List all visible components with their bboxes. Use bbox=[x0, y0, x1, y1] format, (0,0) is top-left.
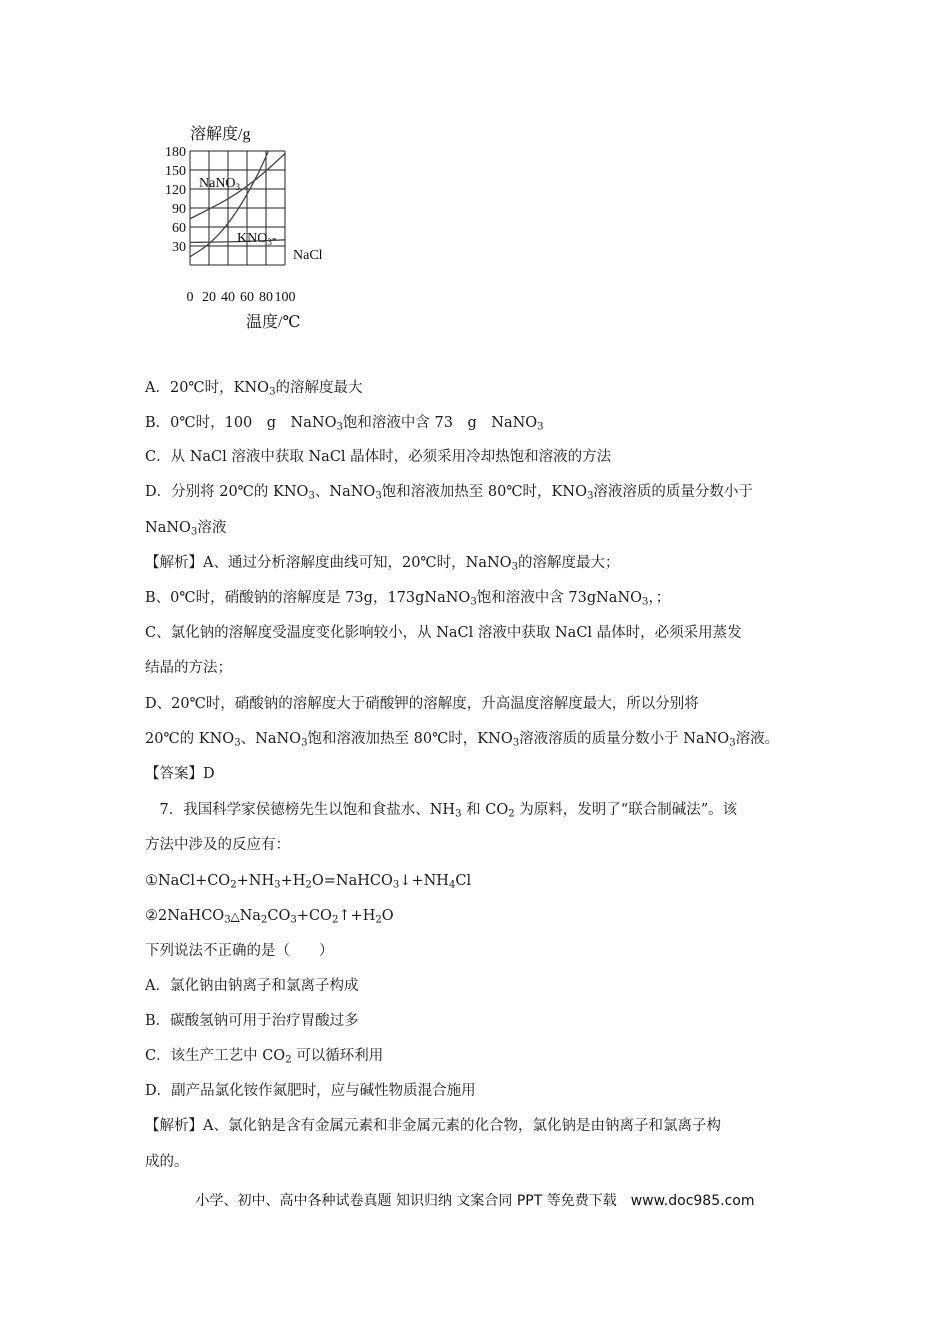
question-7-stem: 下列说法不正确的是（ ） bbox=[145, 943, 334, 959]
solubility-chart-svg bbox=[150, 115, 350, 335]
q7-option-b: B．碳酸氢钠可用于治疗胃酸过多 bbox=[145, 1013, 359, 1029]
question-7: 7．我国科学家侯德榜先生以饱和食盐水、$NH_3$ 和 $CO_2$ 为原料，发明了“联合制碱法”。该 bbox=[145, 802, 738, 820]
chart-ticks bbox=[165, 145, 296, 305]
x-tick-label: 0 bbox=[186, 290, 194, 305]
option-d: D．分别将 20℃的 $KNO_3$、NaNO$_3$饱和溶液加热至 80℃时，$KNO_3$溶液溶质的质量分数小于 bbox=[145, 484, 753, 502]
reaction-1: $①NaCl+CO_2+NH_3+H_2O=NaHCO_3↓+NH_4Cl$ bbox=[145, 873, 472, 891]
x-axis-label: 温度/℃ bbox=[246, 314, 301, 331]
y-tick-label: 60 bbox=[172, 221, 186, 236]
page-footer: 小学、初中、高中各种试卷真题 知识归纳 文案合同 PPT 等免费下载 www.doc985.com bbox=[195, 1193, 755, 1209]
series-label-kno3: $KNO_3-$ bbox=[237, 231, 277, 247]
q7-option-d: D．副产品氯化铵作氮肥时，应与碱性物质混合施用 bbox=[145, 1083, 476, 1099]
y-tick-label: 30 bbox=[172, 240, 186, 255]
reaction-2: $②2NaHCO_3\triangle Na_2CO_3+CO_2↑+H_2O$ bbox=[145, 908, 394, 926]
series-label-nano3: NaNO$_3$ bbox=[199, 176, 241, 192]
analysis-a: 【解析】A、通过分析溶解度曲线可知，20℃时，NaNO$_3$的溶解度最大； bbox=[145, 555, 620, 573]
heating-triangle-icon: △ bbox=[230, 909, 240, 923]
analysis-d-cont: 20℃的 $KNO_3$、NaNO$_3$饱和溶液加热至 80℃时，$KNO_3$溶液溶质的质量分数小于 NaNO$_3$溶液。 bbox=[145, 731, 780, 749]
option-b: B．0℃时，100 g NaNO$_3$饱和溶液中含 73 g NaNO$_3$ bbox=[145, 415, 544, 433]
y-tick-label: 120 bbox=[165, 183, 186, 198]
x-tick-label: 100 bbox=[274, 290, 296, 305]
y-tick-label: 90 bbox=[172, 202, 186, 217]
q7-analysis-cont: 成的。 bbox=[145, 1154, 189, 1170]
option-a: A．20℃时，$KNO_3$的溶解度最大 bbox=[145, 380, 363, 398]
y-tick-label: 180 bbox=[165, 145, 186, 160]
q7-option-a: A．氯化钠由钠离子和氯离子构成 bbox=[145, 978, 359, 994]
y-tick-label: 150 bbox=[165, 164, 186, 179]
question-7-cont: 方法中涉及的反应有： bbox=[145, 837, 290, 853]
answer-label: 【答案】D bbox=[145, 766, 215, 782]
q7-option-c: C．该生产工艺中 $CO_2$ 可以循环利用 bbox=[145, 1048, 384, 1066]
q7-analysis: 【解析】A、氯化钠是含有金属元素和非金属元素的化合物，氯化钠是由钠离子和氯离子构 bbox=[145, 1118, 721, 1134]
x-tick-label: 20 bbox=[202, 290, 216, 305]
solubility-chart bbox=[150, 115, 350, 335]
option-d-cont: NaNO$_3$溶液 bbox=[145, 520, 227, 538]
series-label-nacl: NaCl bbox=[293, 248, 323, 263]
analysis-c: C、氯化钠的溶解度受温度变化影响较小，从 NaCl 溶液中获取 NaCl 晶体时，必须采用蒸发 bbox=[145, 625, 742, 641]
x-tick-label: 60 bbox=[240, 290, 254, 305]
option-c: C．从 NaCl 溶液中获取 NaCl 晶体时，必须采用冷却热饱和溶液的方法 bbox=[145, 449, 612, 465]
analysis-b: B、0℃时，硝酸钠的溶解度是 73g，173gNaNO$_3$饱和溶液中含 73gNaNO$_3$，； bbox=[145, 590, 671, 608]
analysis-c-cont: 结晶的方法； bbox=[145, 660, 232, 676]
x-tick-label: 80 bbox=[259, 290, 273, 305]
analysis-d: D、20℃时，硝酸钠的溶解度大于硝酸钾的溶解度，升高温度溶解度最大，所以分别将 bbox=[145, 696, 699, 712]
x-tick-label: 40 bbox=[221, 290, 235, 305]
y-axis-label: 溶解度/g bbox=[190, 126, 251, 143]
